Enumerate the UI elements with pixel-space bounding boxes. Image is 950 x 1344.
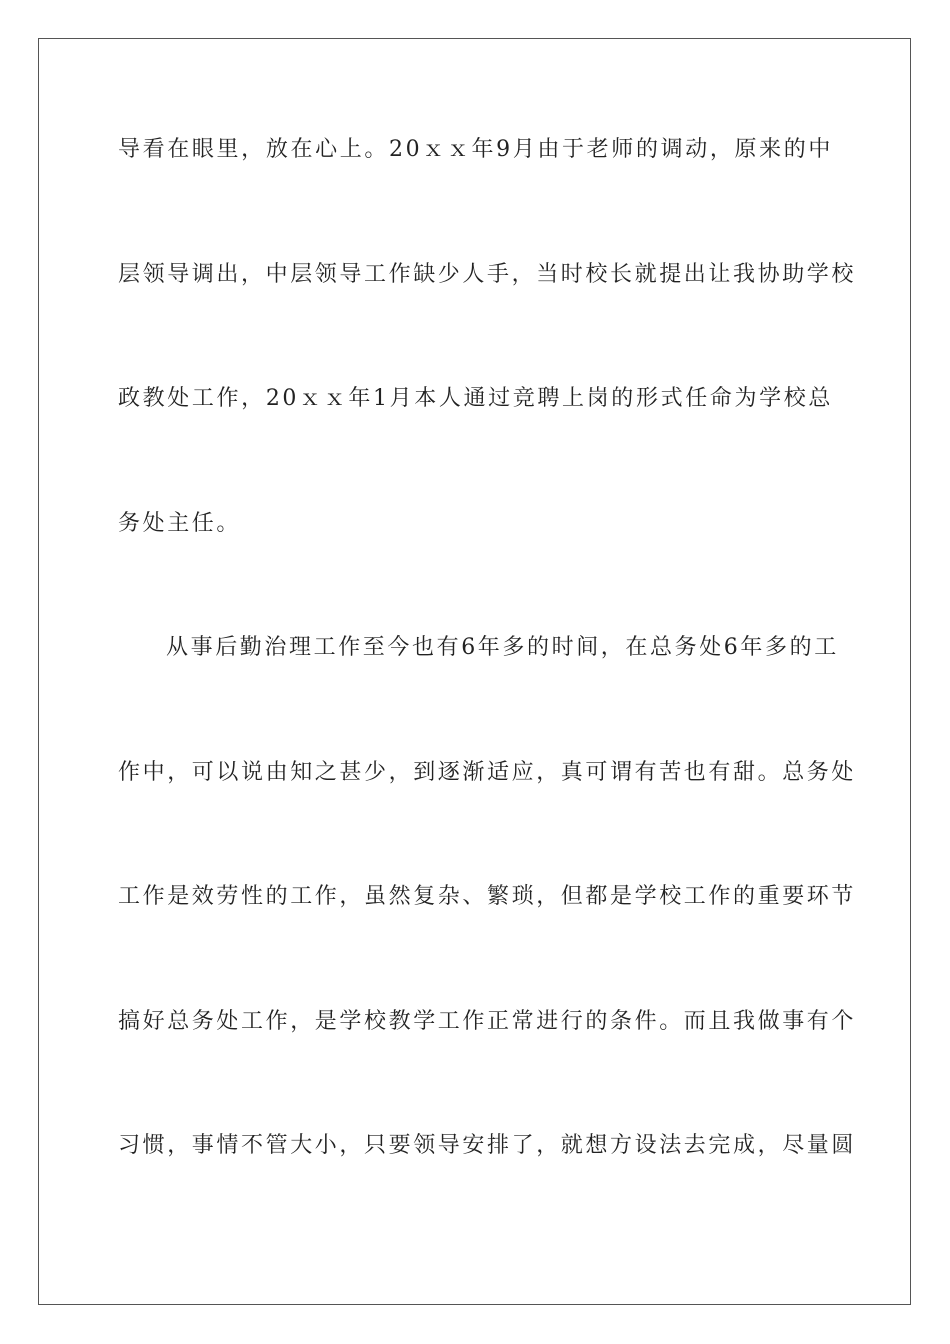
paragraph-line-5: 从事后勤治理工作至今也有6年多的时间，在总务处6年多的工 xyxy=(166,635,839,660)
paragraph-line-8: 搞好总务处工作，是学校教学工作正常进行的条件。而且我做事有个 xyxy=(118,1009,857,1034)
paragraph-line-7: 工作是效劳性的工作，虽然复杂、繁琐，但都是学校工作的重要环节 xyxy=(118,884,857,909)
paragraph-line-3: 政教处工作，20ｘｘ年1月本人通过竞聘上岗的形式任命为学校总 xyxy=(118,386,833,411)
paragraph-line-6: 作中，可以说由知之甚少，到逐渐适应，真可谓有苦也有甜。总务处 xyxy=(118,760,857,785)
paragraph-line-4: 务处主任。 xyxy=(118,511,242,536)
paragraph-line-2: 层领导调出，中层领导工作缺少人手，当时校长就提出让我协助学校 xyxy=(118,262,857,287)
page-border xyxy=(38,38,911,1305)
paragraph-line-1: 导看在眼里，放在心上。20ｘｘ年9月由于老师的调动，原来的中 xyxy=(118,137,833,162)
paragraph-line-9: 习惯，事情不管大小，只要领导安排了，就想方设法去完成，尽量圆 xyxy=(118,1133,857,1158)
